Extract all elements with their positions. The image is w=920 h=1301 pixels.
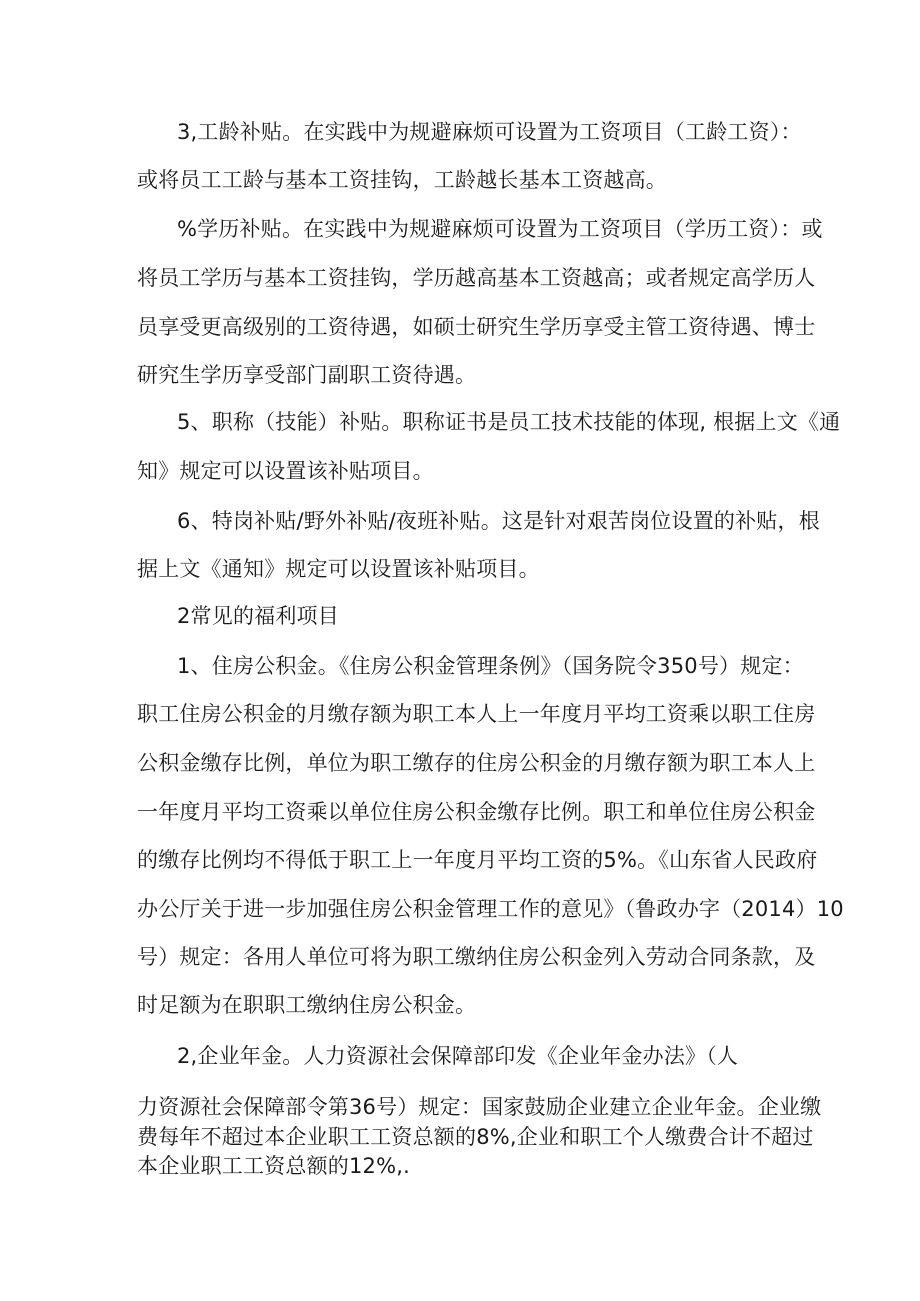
text-line: 号）规定：各用人单位可将为职工缴纳住房公积金列入劳动合同条款，及 — [137, 945, 816, 969]
text-line: 1、住房公积金。《住房公积金管理条例》（国务院令350号）规定： — [177, 654, 804, 678]
text-line: 或将员工工龄与基本工资挂钩，工龄越长基本工资越高。 — [137, 168, 667, 192]
text-line: 本企业职工工资总额的12%,. — [137, 1154, 411, 1178]
text-line: 公积金缴存比例，单位为职工缴存的住房公积金的月缴存额为职工本人上 — [137, 751, 816, 775]
text-line: %学历补贴。在实践中为规避麻烦可设置为工资项目（学历工资）：或 — [177, 217, 823, 241]
text-line: 职工住房公积金的月缴存额为职工本人上一年度月平均工资乘以职工住房 — [137, 702, 816, 726]
text-line: 研究生学历享受部门副职工资待遇。 — [137, 363, 477, 387]
text-line: 时足额为在职职工缴纳住房公积金。 — [137, 993, 477, 1017]
text-line: 3,工龄补贴。在实践中为规避麻烦可设置为工资项目（工龄工资）： — [177, 120, 802, 144]
text-line: 办公厅关于进一步加强住房公积金管理工作的意见》（鲁政办字（2014）10 — [137, 897, 844, 921]
text-line: 员享受更高级别的工资待遇，如硕士研究生学历享受主管工资待遇、博士 — [137, 315, 816, 339]
text-line: 5、职称（技能）补贴。职称证书是员工技术技能的体现, 根据上文《通 — [177, 410, 841, 434]
text-line: 力资源社会保障部令第36号）规定：国家鼓励企业建立企业年金。企业缴 — [137, 1095, 822, 1119]
text-line: 的缴存比例均不得低于职工上一年度月平均工资的5%。《山东省人民政府 — [137, 848, 818, 872]
text-line: 知》规定可以设置该补贴项目。 — [137, 459, 434, 483]
text-line: 一年度月平均工资乘以单位住房公积金缴存比例。职工和单位住房公积金 — [137, 800, 816, 824]
text-line: 据上文《通知》规定可以设置该补贴项目。 — [137, 557, 540, 581]
text-line: 6、特岗补贴/野外补贴/夜班补贴。这是针对艰苦岗位设置的补贴，根 — [177, 509, 820, 533]
text-line: 费每年不超过本企业职工工资总额的8%,企业和职工个人缴费合计不超过 — [137, 1125, 814, 1149]
section-heading: 2常见的福利项目 — [177, 604, 339, 628]
text-line: 将员工学历与基本工资挂钩，学历越高基本工资越高；或者规定高学历人 — [137, 266, 816, 290]
text-line: 2,企业年金。人力资源社会保障部印发《企业年金办法》（人 — [177, 1044, 739, 1068]
